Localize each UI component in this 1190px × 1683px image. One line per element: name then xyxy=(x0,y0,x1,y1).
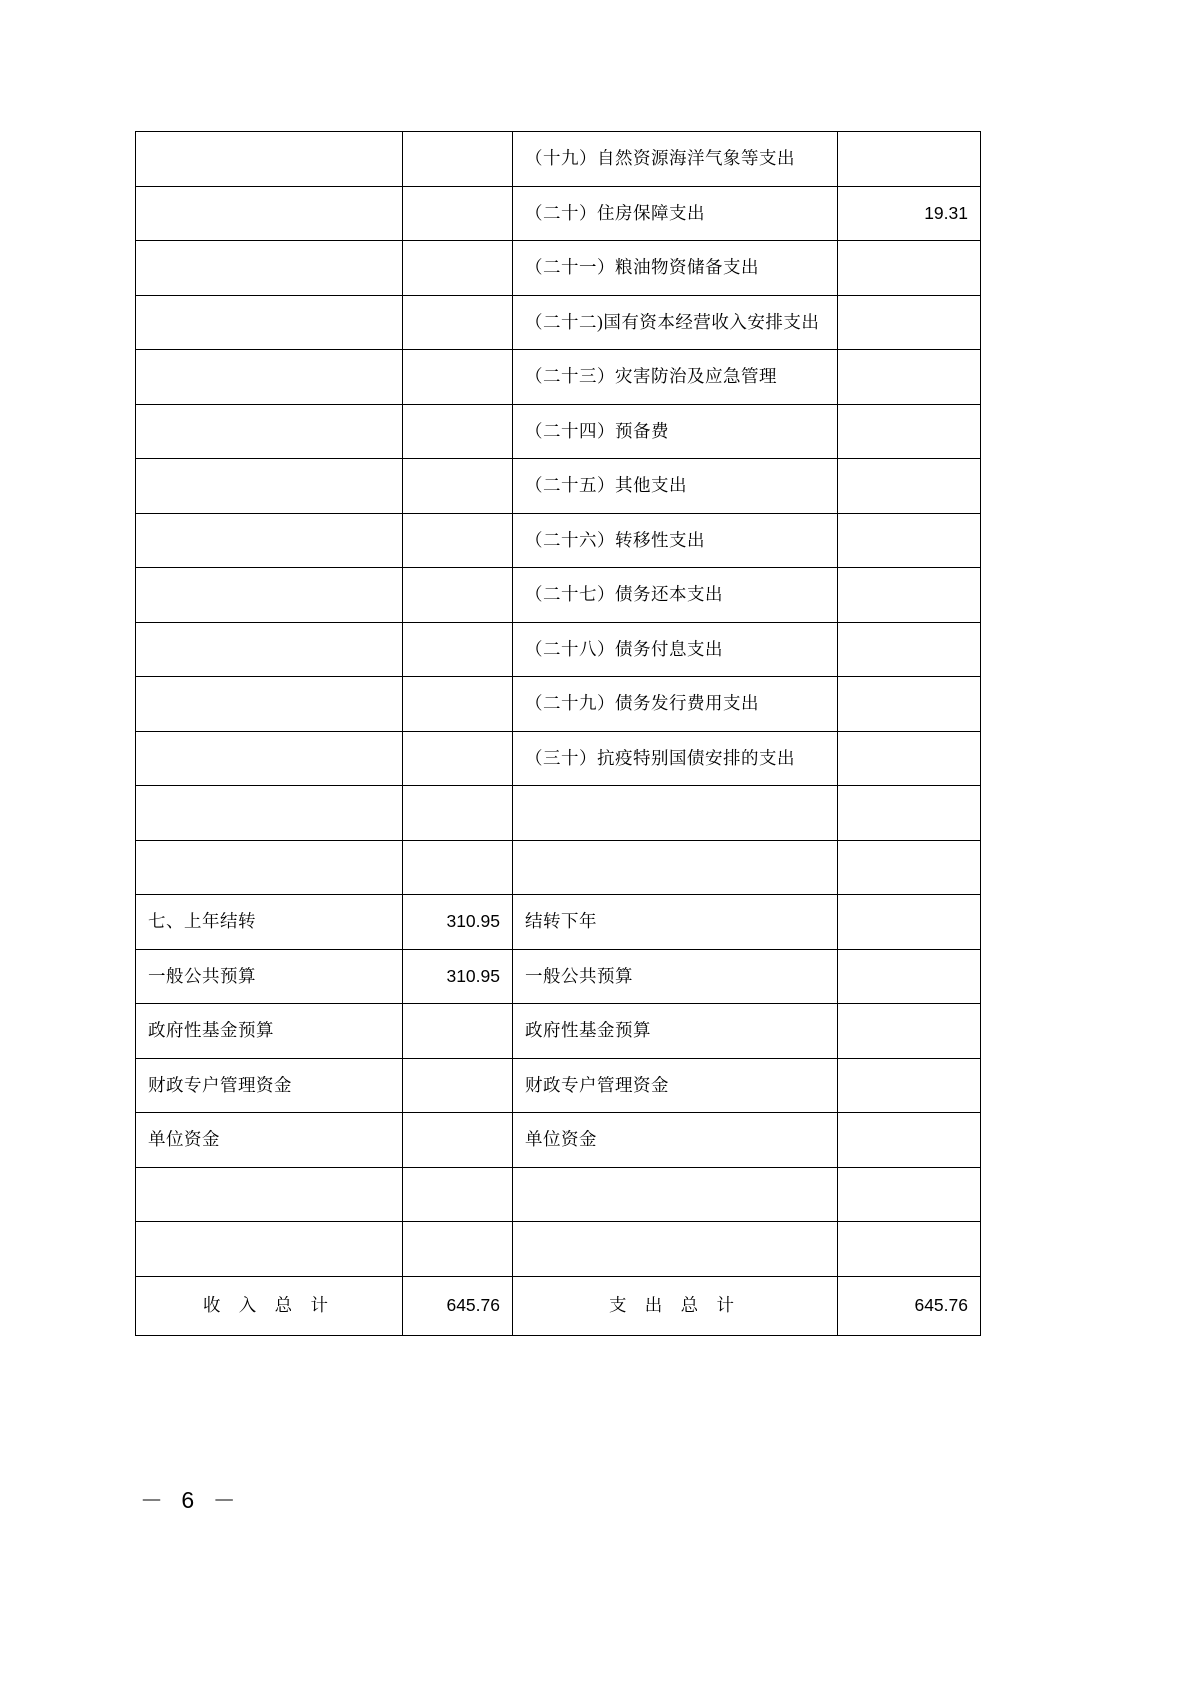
row-right-value xyxy=(838,677,981,732)
table-row xyxy=(136,1167,981,1222)
row-right-label: （二十三）灾害防治及应急管理 xyxy=(513,350,838,405)
row-left-label: 单位资金 xyxy=(136,1113,403,1168)
row-left-label xyxy=(136,295,403,350)
row-left-value: 310.95 xyxy=(403,949,513,1004)
row-left-value xyxy=(403,295,513,350)
row-left-label xyxy=(136,786,403,841)
row-right-value xyxy=(838,350,981,405)
row-right-value xyxy=(838,1113,981,1168)
row-left-value xyxy=(403,404,513,459)
row-right-label: （二十一）粮油物资储备支出 xyxy=(513,241,838,296)
row-right-value xyxy=(838,513,981,568)
table-row xyxy=(136,404,981,459)
row-left-label xyxy=(136,1222,403,1277)
table-row xyxy=(136,1222,981,1277)
row-left-value xyxy=(403,513,513,568)
row-right-value xyxy=(838,132,981,187)
table-row xyxy=(136,513,981,568)
row-right-value xyxy=(838,404,981,459)
row-right-label: （十九）自然资源海洋气象等支出 xyxy=(513,132,838,187)
row-left-label: 七、上年结转 xyxy=(136,895,403,950)
row-right-label xyxy=(513,1222,838,1277)
row-left-value xyxy=(403,677,513,732)
table-total-row xyxy=(136,1276,981,1335)
row-right-value: 19.31 xyxy=(838,186,981,241)
row-right-label xyxy=(513,840,838,895)
row-right-value xyxy=(838,840,981,895)
table-row xyxy=(136,622,981,677)
row-left-label xyxy=(136,840,403,895)
table-row xyxy=(136,295,981,350)
table-row xyxy=(136,1113,981,1168)
table-row xyxy=(136,350,981,405)
row-left-value xyxy=(403,350,513,405)
row-right-value xyxy=(838,731,981,786)
row-right-value xyxy=(838,895,981,950)
row-right-value xyxy=(838,1222,981,1277)
row-right-label: 单位资金 xyxy=(513,1113,838,1168)
row-right-label: 财政专户管理资金 xyxy=(513,1058,838,1113)
row-right-label: 结转下年 xyxy=(513,895,838,950)
income-total-label: 收 入 总 计 xyxy=(136,1276,403,1335)
row-right-label: （二十九）债务发行费用支出 xyxy=(513,677,838,732)
table-row xyxy=(136,840,981,895)
row-left-value xyxy=(403,132,513,187)
expenditure-total-value: 645.76 xyxy=(838,1276,981,1335)
row-right-value xyxy=(838,622,981,677)
row-left-label: 财政专户管理资金 xyxy=(136,1058,403,1113)
row-left-label xyxy=(136,350,403,405)
row-left-label xyxy=(136,404,403,459)
row-right-value xyxy=(838,786,981,841)
budget-table xyxy=(135,131,981,1336)
row-right-value xyxy=(838,1004,981,1059)
row-left-label xyxy=(136,186,403,241)
row-left-value xyxy=(403,241,513,296)
row-left-value xyxy=(403,1058,513,1113)
row-right-value xyxy=(838,949,981,1004)
row-right-value xyxy=(838,1058,981,1113)
table-row xyxy=(136,132,981,187)
row-left-label xyxy=(136,459,403,514)
row-left-value: 310.95 xyxy=(403,895,513,950)
table-row xyxy=(136,786,981,841)
row-left-label: 一般公共预算 xyxy=(136,949,403,1004)
table-row xyxy=(136,1058,981,1113)
row-left-value xyxy=(403,1113,513,1168)
table-row xyxy=(136,1004,981,1059)
row-right-label: （二十二)国有资本经营收入安排支出 xyxy=(513,295,838,350)
row-left-label xyxy=(136,622,403,677)
row-left-value xyxy=(403,1167,513,1222)
row-left-label xyxy=(136,568,403,623)
row-right-value xyxy=(838,241,981,296)
row-right-value xyxy=(838,295,981,350)
row-right-label xyxy=(513,786,838,841)
table-row xyxy=(136,895,981,950)
row-left-label xyxy=(136,513,403,568)
row-left-label: 政府性基金预算 xyxy=(136,1004,403,1059)
row-right-label: （三十）抗疫特别国债安排的支出 xyxy=(513,731,838,786)
row-left-label xyxy=(136,1167,403,1222)
row-right-value xyxy=(838,568,981,623)
row-right-label: 一般公共预算 xyxy=(513,949,838,1004)
expenditure-total-label: 支 出 总 计 xyxy=(513,1276,838,1335)
row-left-label xyxy=(136,731,403,786)
row-left-label xyxy=(136,677,403,732)
row-right-label: （二十）住房保障支出 xyxy=(513,186,838,241)
budget-table-container xyxy=(135,131,980,1336)
row-right-label: （二十六）转移性支出 xyxy=(513,513,838,568)
row-left-value xyxy=(403,622,513,677)
table-row xyxy=(136,677,981,732)
row-left-label xyxy=(136,241,403,296)
table-row xyxy=(136,949,981,1004)
page-number: － 6 － xyxy=(140,1487,242,1513)
row-right-label: （二十五）其他支出 xyxy=(513,459,838,514)
row-left-value xyxy=(403,568,513,623)
row-left-value xyxy=(403,1222,513,1277)
row-left-value xyxy=(403,840,513,895)
budget-table-body xyxy=(136,132,981,1336)
row-right-value xyxy=(838,459,981,514)
table-row xyxy=(136,459,981,514)
row-left-value xyxy=(403,731,513,786)
row-left-label xyxy=(136,132,403,187)
income-total-value: 645.76 xyxy=(403,1276,513,1335)
row-left-value xyxy=(403,1004,513,1059)
table-row xyxy=(136,241,981,296)
row-right-label: 政府性基金预算 xyxy=(513,1004,838,1059)
table-row xyxy=(136,186,981,241)
row-left-value xyxy=(403,786,513,841)
row-right-label: （二十四）预备费 xyxy=(513,404,838,459)
row-right-label xyxy=(513,1167,838,1222)
table-row xyxy=(136,568,981,623)
table-row xyxy=(136,731,981,786)
row-left-value xyxy=(403,459,513,514)
row-right-value xyxy=(838,1167,981,1222)
row-left-value xyxy=(403,186,513,241)
row-right-label: （二十七）债务还本支出 xyxy=(513,568,838,623)
row-right-label: （二十八）债务付息支出 xyxy=(513,622,838,677)
